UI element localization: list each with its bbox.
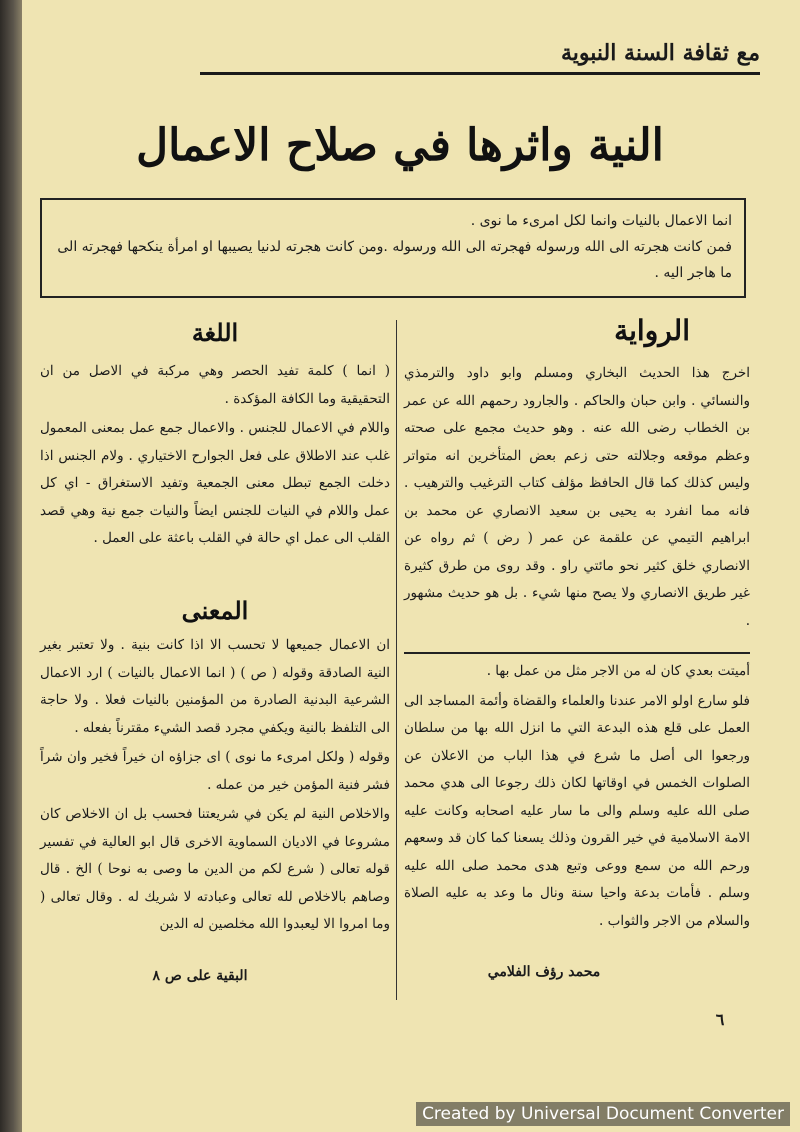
- riwaya-heading: الرواية: [614, 314, 690, 347]
- hadith-line-2: فمن كانت هجرته الى الله ورسوله فهجرته الى الله ورسوله .ومن كانت هجرته لدنيا يصيبها او امرأة ينكحها فهجرته الى ما هاجر اليه .: [57, 239, 732, 281]
- lugha-paragraph-2: واللام في الاعمال للجنس . والاعمال جمع عمل بمعنى المعمول غلب عند الاطلاق على فعل الجوارح الاختياري . ولام الجنس اذا دخلت الجمع تبطل معنى الجمعية وتفيد الاستغراق - اي كل عمل واللام في النيات للجنس ايضاً والنيات جمع نية وهي قصد القلب الى عمل اي حالة في القلب باعثة على العمل .: [40, 420, 390, 546]
- riwaya-section: [404, 360, 750, 637]
- closing-section: [404, 658, 750, 937]
- lugha-section: [40, 358, 390, 555]
- lugha-heading: اللغة: [191, 318, 239, 347]
- closing-paragraph-1: أميتت بعدي كان له من الاجر مثل من عمل بها .: [486, 663, 750, 679]
- maana-paragraph-1: ان الاعمال جميعها لا تحسب الا اذا كانت بنية . ولا تعتبر بغير النية الصادقة وقوله ( ص ) ( انما الاعمال بالنيات ) ارد الاعمال الشرعية البدنية الصادرة من المؤمنين بالنيات فعلا . ولا حاجة الى التلفظ بالنية ويكفي مجرد قصد الشيء مقترناً بفعله .: [40, 637, 390, 736]
- closing-paragraph-2: فلو سارع اولو الامر عندنا والعلماء والقضاة وأئمة المساجد الى العمل على قلع هذه البدعة التي ما انزل الله بها من سلطان ورجعوا الى أصل ما شرع في هذا الباب من الاعلان عن الصلوات الخمس في اوقاتها لكان ذلك رجوعا الى هدي محمد صلى الله عليه وسلم والى ما سار عليه اصحابه وكانت عليه الامة الاسلامية في خير القرون وذلك يسعنا كما كان قد وسعهم ورحم الله من سمع ووعى وتبع هدى محمد صلى الله عليه وسلم . فأمات بدعة واحيا سنة ونال ما وعد به عليه الصلاة والسلام من الاجر والثواب .: [404, 692, 750, 929]
- author-name: محمد رؤف الفلامي: [487, 964, 601, 980]
- continued-note: البقية على ص ٨: [152, 968, 248, 984]
- section-divider: [404, 652, 750, 654]
- converter-watermark: Created by Universal Document Converter: [416, 1102, 790, 1126]
- riwaya-paragraph: اخرج هذا الحديث البخاري ومسلم وابو داود والترمذي والنسائي . وابن حبان والحاكم . والجارود رحمهم الله عن عمر بن الخطاب رضى الله عنه . وهو حديث مجمع على صحته وعظم موقعه وجلالته حتى زعم بعض المتأخرين انه متواتر وليس كذلك كما قال الحافظ مؤلف كتاب الترغيب والترهيب . فانه مما انفرد به يحيى بن سعيد الانصاري عن محمد بن ابراهيم التيمي عن علقمة عن عمر ( رض ) ثم رواه عن الانصاري خلق كثير نحو مائتي راو . وقد روى من طرق كثيرة غير طريق الانصاري ولا يصح منها شيء . بل هو حديث مشهور .: [404, 365, 750, 629]
- maana-paragraph-3: والاخلاص النية لم يكن في شريعتنا فحسب بل ان الاخلاص كان مشروعا في الاديان السماوية الاخرى قال ابو العالية في تفسير قوله تعالى ( شرع لكم من الدين ما وصى به نوحا ) الخ . قال وصاهم بالاخلاص لله تعالى وعبادته لا شريك له . وقال تعالى ( وما امروا الا ليعبدوا الله مخلصين له الدين: [40, 806, 390, 932]
- hadith-line-1: انما الاعمال بالنيات وانما لكل امرىء ما نوى .: [470, 213, 732, 229]
- column-divider: [396, 320, 397, 1000]
- maana-paragraph-2: وقوله ( ولكل امرىء ما نوى ) اى جزاؤه ان خيراً فخير وان شراً فشر فنية المؤمن خير من عمله .: [40, 749, 390, 793]
- hadith-box: [40, 198, 746, 298]
- page-number: ٦: [715, 1010, 725, 1029]
- book-spine: [0, 0, 22, 1132]
- lugha-paragraph-1: ( انما ) كلمة تفيد الحصر وهي مركبة في الاصل من ان التحقيقية وما الكافة المؤكدة .: [40, 363, 390, 407]
- running-head: مع ثقافة السنة النبوية: [200, 40, 760, 75]
- article-title: النية واثرها في صلاح الاعمال: [136, 120, 664, 171]
- maana-section: [40, 632, 390, 941]
- maana-heading: المعنى: [181, 596, 249, 625]
